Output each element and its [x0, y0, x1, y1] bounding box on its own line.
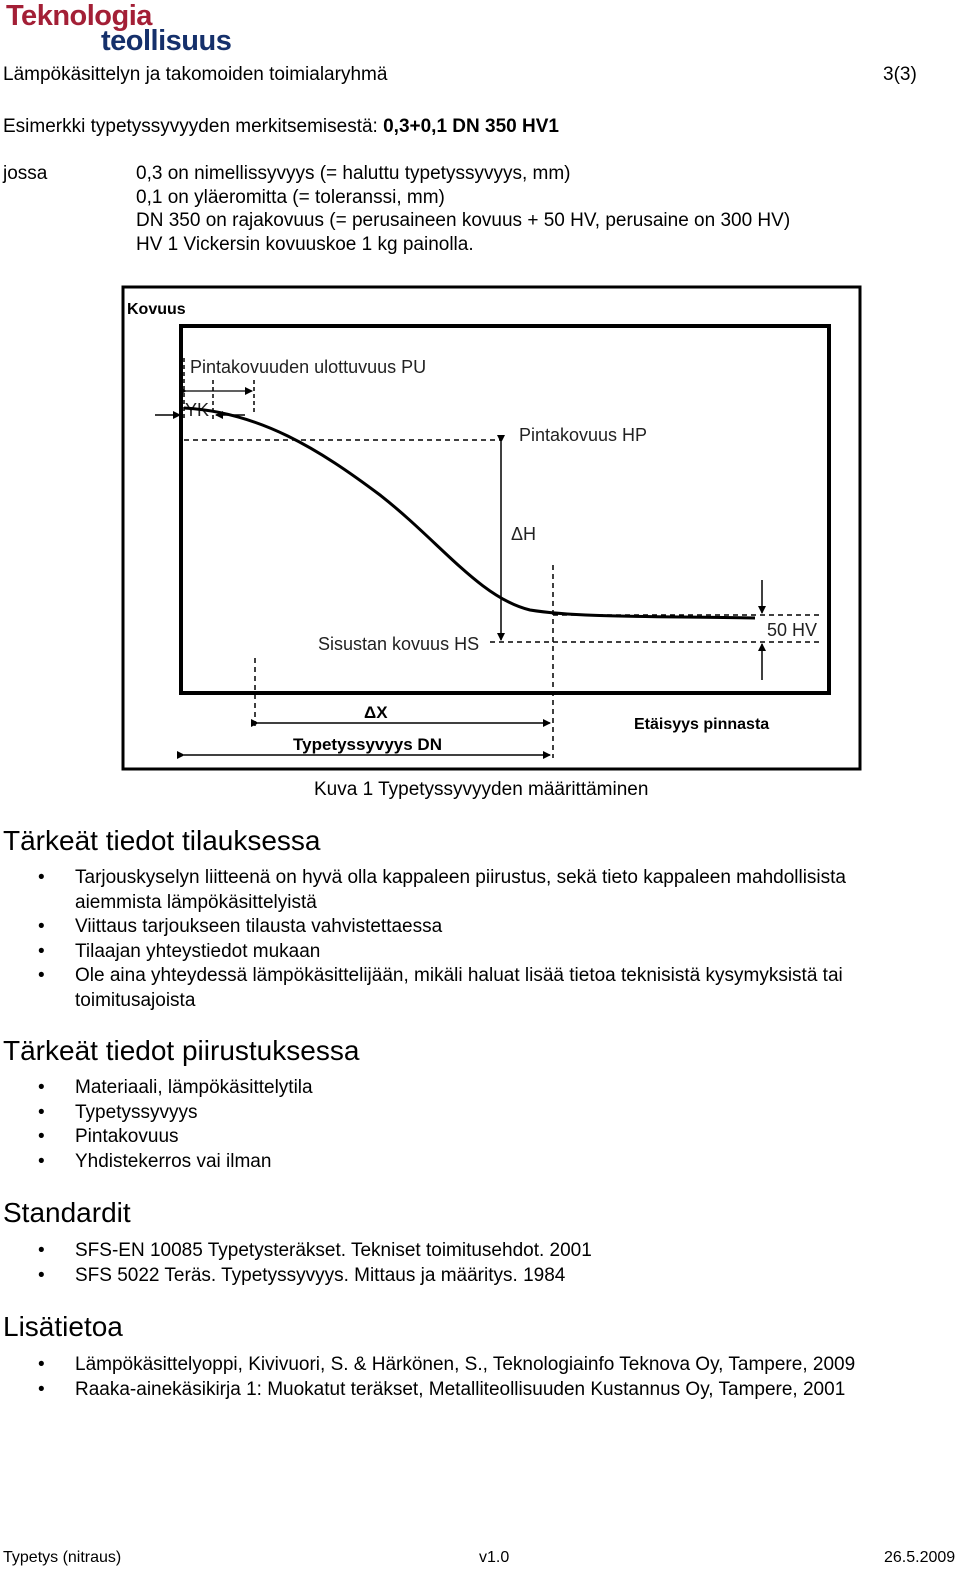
xlabel-text: Etäisyys pinnasta: [634, 716, 770, 733]
definition-line: DN 350 on rajakovuus (= perusaineen kovuus + 50 HV, perusaine on 300 HV): [136, 210, 791, 231]
section-list: [0, 1353, 930, 1402]
definitions-label: jossa: [3, 163, 48, 184]
section-title: Tärkeät tiedot piirustuksessa: [3, 1035, 360, 1066]
section-title: Standardit: [3, 1197, 131, 1228]
list-item: • Lämpökäsittelyoppi, Kivivuori, S. & Härkönen, S., Teknologiainfo Teknova Oy, Tampere, 2009: [0, 1353, 930, 1378]
ylabel-text: Kovuus: [127, 301, 186, 318]
plot-box: [181, 326, 829, 693]
list-item: • Viittaus tarjoukseen tilausta vahvistettaessa: [0, 915, 930, 940]
hp-label: Pintakovuus HP: [519, 425, 648, 445]
dn-label: Typetyssyvyys DN: [293, 735, 442, 754]
footer-version: v1.0: [479, 1549, 510, 1566]
example-label: Esimerkki typetyssyvyyden merkitsemisestä:: [3, 116, 384, 137]
header-title: Lämpökäsittelyn ja takomoiden toimialaryhmä: [3, 64, 388, 85]
logo-teollisuus: teollisuus: [101, 25, 232, 57]
list-item: • Materiaali, lämpökäsittelytila: [0, 1076, 930, 1101]
dh-label: ΔH: [511, 524, 537, 544]
yk-label: YK: [185, 400, 210, 420]
pu-label: Pintakovuuden ulottuvuus PU: [190, 357, 427, 377]
list-item: • SFS 5022 Teräs. Typetyssyvyys. Mittaus ja määritys. 1984: [0, 1264, 930, 1289]
list-item: • Raaka-ainekäsikirja 1: Muokatut teräkset, Metalliteollisuuden Kustannus Oy, Tampere, 2001: [0, 1378, 930, 1403]
hs-label: Sisustan kovuus HS: [318, 634, 480, 654]
dx-label: ΔX: [364, 703, 388, 722]
list-item: • Yhdistekerros vai ilman: [0, 1150, 930, 1175]
page-number: 3(3): [883, 64, 917, 85]
figure-caption: Kuva 1 Typetyssyvyyden määrittäminen: [314, 779, 649, 800]
section-list: [0, 1076, 930, 1174]
footer-date: 26.5.2009: [884, 1549, 956, 1566]
footer-left: Typetys (nitraus): [3, 1549, 122, 1566]
section-list: [0, 866, 930, 1013]
hardness-depth-diagram: [0, 280, 960, 780]
list-item: • Typetyssyvyys: [0, 1101, 930, 1126]
list-item: • Tarjouskyselyn liitteenä on hyvä olla kappaleen piirustus, sekä tieto kappaleen mahdollisista aiemmista lämpökäsittelyistä: [0, 866, 930, 915]
section-list: [0, 1239, 930, 1288]
definition-line: HV 1 Vickersin kovuuskoe 1 kg painolla.: [136, 234, 474, 255]
definition-line: 0,3 on nimellissyvyys (= haluttu typetyssyvyys, mm): [136, 163, 571, 184]
example-code: 0,3+0,1 DN 350 HV1: [383, 116, 559, 137]
section-title: Tärkeät tiedot tilauksessa: [3, 825, 321, 856]
definition-line: 0,1 on yläeromitta (= toleranssi, mm): [136, 187, 445, 208]
list-item: • Ole aina yhteydessä lämpökäsittelijään, mikäli haluat lisää tietoa teknisistä kysymyksistä tai toimitusajoista: [0, 964, 930, 1013]
hv50-label: 50 HV: [767, 620, 818, 640]
example-line: [3, 116, 559, 138]
logo-teknologia: Teknologia: [6, 0, 152, 32]
section-title: Lisätietoa: [3, 1311, 123, 1342]
list-item: • SFS-EN 10085 Typetysteräkset. Tekniset toimitusehdot. 2001: [0, 1239, 930, 1264]
list-item: • Pintakovuus: [0, 1125, 930, 1150]
list-item: • Tilaajan yhteystiedot mukaan: [0, 940, 930, 965]
